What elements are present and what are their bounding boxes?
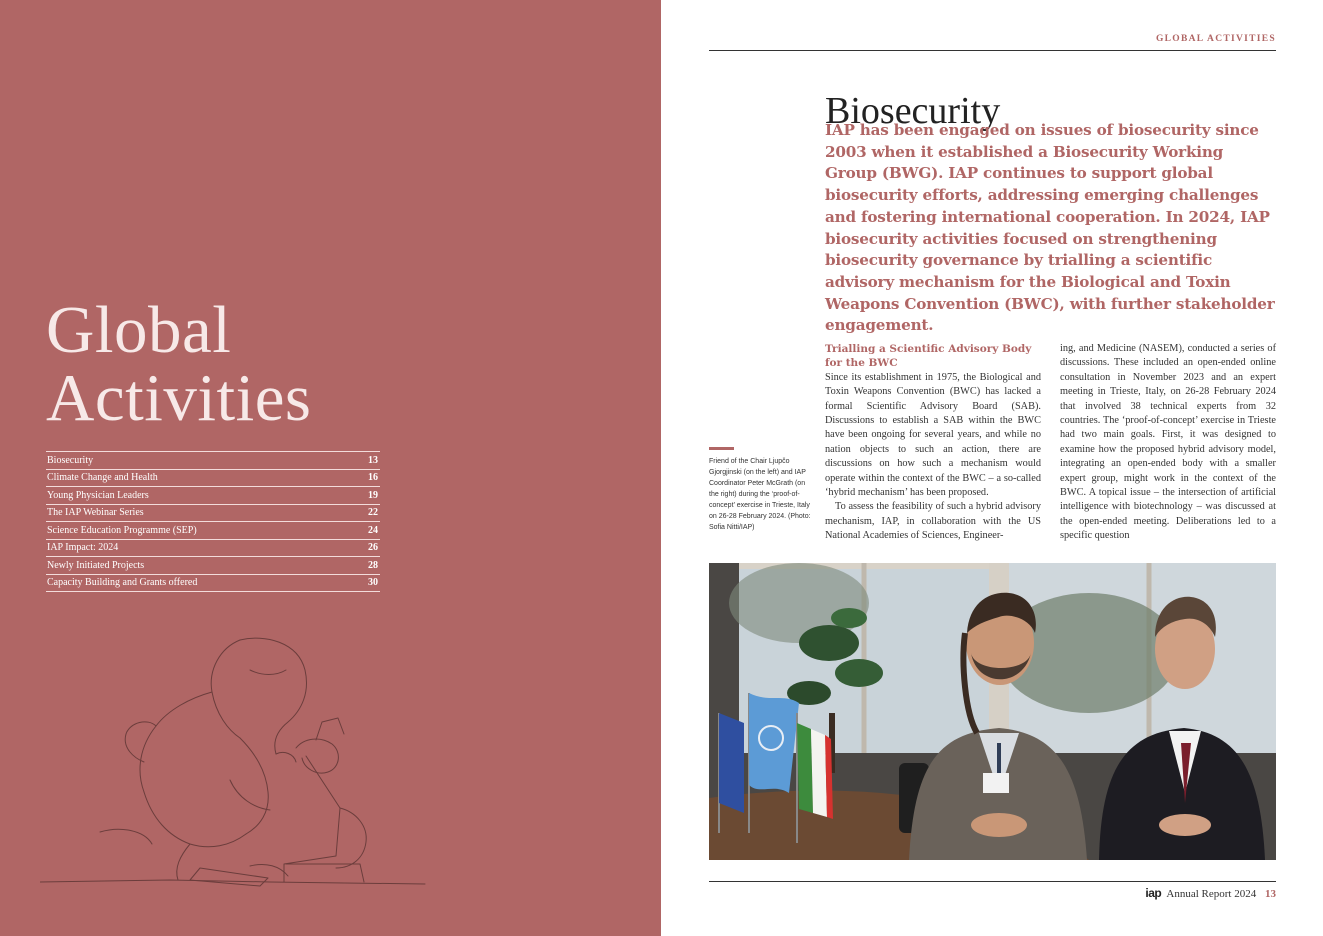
iap-logo: iap <box>1145 886 1162 900</box>
toc-item-new-projects[interactable] <box>46 557 380 575</box>
table-of-contents <box>46 451 380 592</box>
toc-label: Climate Change and Health <box>47 472 158 484</box>
toc-page: 19 <box>368 489 378 501</box>
page-title: Biosecurity <box>825 90 1001 133</box>
body-paragraph: Since its establishment in 1975, the Biological and Toxin Weapons Convention (BWC) has lacked a formal Scientific Advisory Board (SAB). Discussions to establish a SAB within the BWC have been ongoing for several years, and while no nation objects to such an action, there are discussions on how such a mechanism would operate within the context of the BWC – a so-called ‘hybrid mechanism’ has been proposed. <box>825 371 1041 499</box>
toc-label: Newly Initiated Projects <box>47 559 145 571</box>
toc-item-iap-impact[interactable] <box>46 540 380 558</box>
section-title <box>46 293 312 435</box>
toc-page: 13 <box>368 454 378 466</box>
toc-label: Biosecurity <box>47 454 94 466</box>
toc-page: 26 <box>368 542 378 554</box>
section-cover-panel <box>0 0 661 936</box>
toc-item-sep[interactable] <box>46 522 380 540</box>
caption-accent-bar <box>709 447 734 450</box>
section-title-line-2: Activities <box>46 361 312 435</box>
body-column-1 <box>825 342 1041 544</box>
section-title-line-1: Global <box>46 293 232 367</box>
toc-page: 30 <box>368 577 378 589</box>
header-rule <box>709 50 1276 51</box>
toc-item-young-physician-leaders[interactable] <box>46 487 380 505</box>
toc-page: 22 <box>368 507 378 519</box>
page-footer <box>1000 886 1276 900</box>
body-paragraph: To assess the feasibility of such a hybrid advisory mechanism, IAP, in collaboration with the US National Academies of Sciences, Engineer- <box>825 501 1041 542</box>
toc-item-webinar-series[interactable] <box>46 505 380 523</box>
toc-label: IAP Impact: 2024 <box>47 542 119 554</box>
footer-rule <box>709 881 1276 882</box>
running-head: GLOBAL ACTIVITIES <box>1155 34 1276 44</box>
body-column-2 <box>1060 342 1276 544</box>
toc-page: 24 <box>368 524 378 536</box>
toc-item-climate-change[interactable] <box>46 470 380 488</box>
toc-label: Science Education Programme (SEP) <box>47 524 197 536</box>
toc-item-capacity-building[interactable] <box>46 575 380 593</box>
toc-page: 16 <box>368 472 378 484</box>
footer-label: Annual Report 2024 <box>1166 888 1257 900</box>
photo-caption: Friend of the Chair Ljupčo Gjorgjinski (on the left) and IAP Coordinator Peter McGrath (on the right) during the ‘proof-of-concept’ exercise in Trieste, Italy on 26-28 February 2024. (Photo: Sofia Nitti/IAP) <box>709 458 811 531</box>
scientist-microscope-illustration <box>40 630 430 892</box>
page-number: 13 <box>1265 888 1276 900</box>
toc-item-biosecurity[interactable] <box>46 452 380 470</box>
toc-label: Capacity Building and Grants offered <box>47 577 198 589</box>
subheading: Trialling a Scientific Advisory Body for the BWC <box>825 343 1032 370</box>
toc-label: The IAP Webinar Series <box>47 507 144 519</box>
toc-label: Young Physician Leaders <box>47 489 149 501</box>
body-paragraph: ing, and Medicine (NASEM), conducted a series of discussions. These included an open-ended online consultation in November 2023 and an expert meeting in Trieste, Italy, on 26-28 February 2024 that involved 38 technical experts from 32 countries. The ‘proof-of-concept’ exercise in Trieste had two main goals. First, it was designed to examine how the proposed hybrid advisory model, integrating an open-ended body with a smaller expert group, might work in the context of the BWC. A topical issue – the intersection of artificial intelligence with biotechnology – was discussed at the open-ended meeting. Deliberations led to a specific question <box>1060 343 1276 542</box>
meeting-photo <box>709 563 1276 860</box>
lede-paragraph: IAP has been engaged on issues of biosecurity since 2003 when it established a Biosecurity Working Group (BWG). IAP continues to support global biosecurity efforts, addressing emerging challenges and fostering international cooperation. In 2024, IAP biosecurity activities focused on strengthening biosecurity governance by trialling a scientific advisory mechanism for the Biological and Toxin Weapons Convention (BWC), with further stakeholder engagement. <box>825 121 1275 335</box>
toc-page: 28 <box>368 559 378 571</box>
meeting-photo-illustration <box>709 563 1276 860</box>
